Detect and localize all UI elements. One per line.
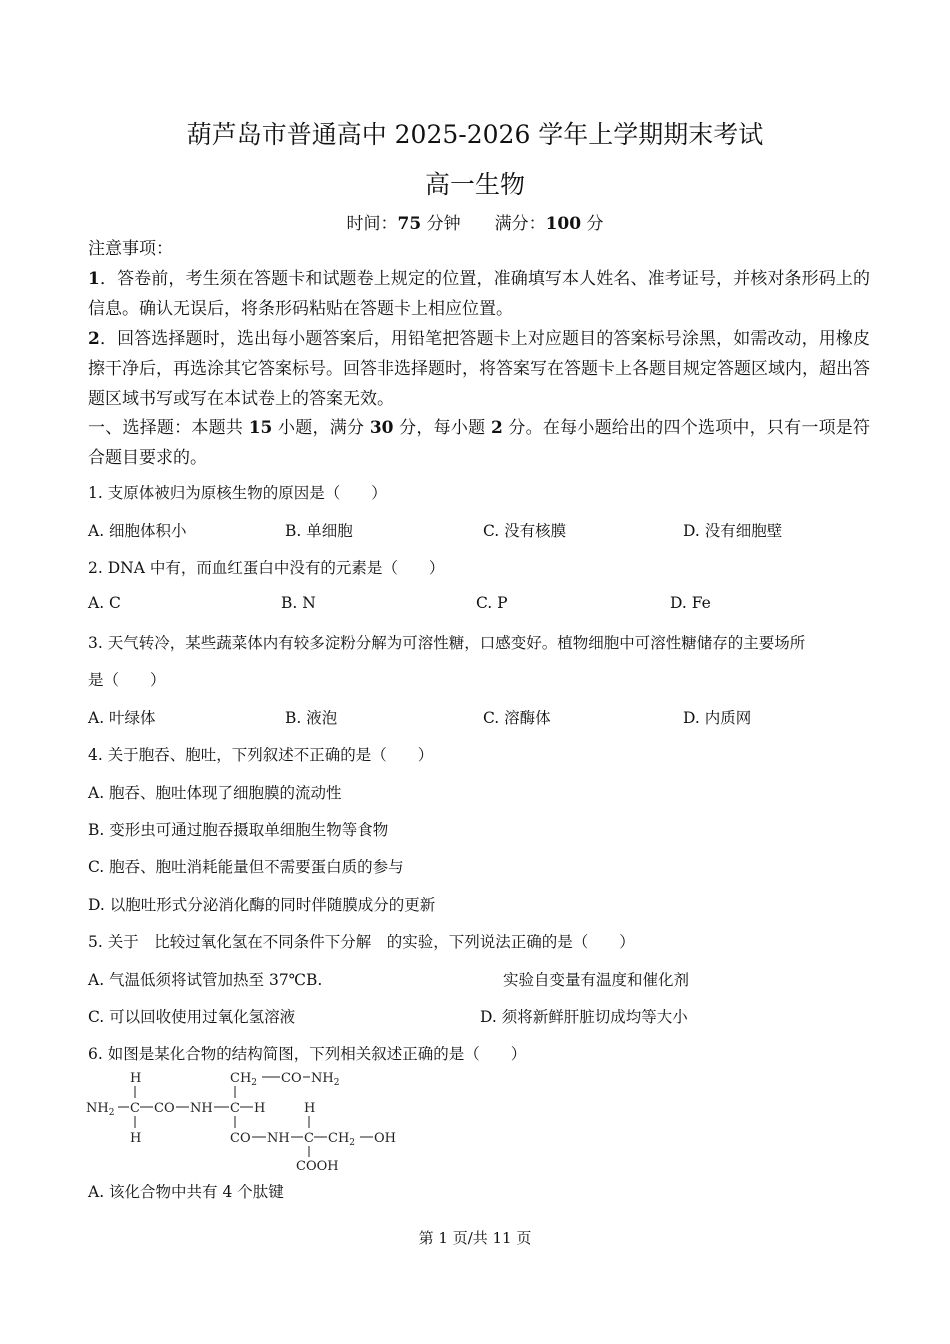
question-3-option-a: A. 叶绿体 (88, 709, 156, 727)
atom-h-c2: H (254, 1101, 266, 1116)
section-1-count: 15 (248, 418, 273, 438)
question-1-option-d: D. 没有细胞壁 (683, 522, 783, 540)
question-2-option-d: D. Fe (670, 594, 711, 612)
section-1-each: 2 (490, 418, 503, 438)
section-1-text-d: 分。在每小题给出的四个选项中，只有一项是符合题目要求的。 (88, 418, 871, 468)
section-1-intro (88, 413, 870, 473)
exam-meta (0, 209, 950, 234)
note-1-text: ．答卷前，考生须在答题卡和试题卷上规定的位置，准确填写本人姓名、准考证号，并核对条形码上的信息。确认无误后，将条形码粘贴在答题卡上相应位置。 (88, 269, 870, 319)
question-1-option-c: C. 没有核膜 (483, 522, 567, 540)
atom-c1: C (130, 1101, 140, 1116)
notes-heading: 注意事项： (88, 239, 173, 259)
question-5-stem: 5. 关于 比较过氧化氢在不同条件下分解 的实验，下列说法正确的是（ ） (88, 933, 635, 951)
section-1-text-b: 小题，满分 (278, 418, 365, 438)
question-1-option-a: A. 细胞体积小 (88, 522, 187, 540)
section-1-score: 30 (369, 418, 394, 438)
question-3-option-b: B. 液泡 (285, 709, 338, 727)
question-4-option-b: B. 变形虫可通过胞吞摄取单细胞生物等食物 (88, 821, 389, 839)
note-1 (88, 264, 870, 324)
question-4-option-c: C. 胞吞、胞吐消耗能量但不需要蛋白质的参与 (88, 858, 404, 876)
question-5-option-d: D. 须将新鲜肝脏切成均等大小 (480, 1008, 688, 1026)
atom-h-bottom: H (130, 1131, 142, 1146)
group-co-top: CO (281, 1071, 302, 1086)
group-co-1: CO (154, 1101, 175, 1116)
note-2 (88, 324, 870, 414)
section-1-text-a: 一、选择题：本题共 (88, 418, 244, 438)
score-unit: 分 (586, 214, 604, 234)
question-5-option-c: C. 可以回收使用过氧化氢溶液 (88, 1008, 296, 1026)
question-6-stem: 6. 如图是某化合物的结构简图，下列相关叙述正确的是（ ） (88, 1045, 527, 1063)
group-ch2-top: $CH_2$ (230, 1071, 258, 1088)
question-3-stem-line-2: 是（ ） (88, 671, 166, 689)
exam-subject: 高一生物 (424, 170, 525, 199)
score-value: 100 (545, 214, 582, 234)
group-nh-2: NH (267, 1131, 290, 1146)
question-3-option-d: D. 内质网 (683, 709, 752, 727)
question-4-option-a: A. 胞吞、胞吐体现了细胞膜的流动性 (88, 784, 342, 802)
section-1-text-c: 分，每小题 (399, 418, 486, 438)
question-1-option-b: B. 单细胞 (285, 522, 353, 540)
question-3-option-c: C. 溶酶体 (483, 709, 551, 727)
note-1-num: 1 (88, 269, 100, 289)
question-2-stem: 2. DNA 中有，而血红蛋白中没有的元素是（ ） (88, 559, 445, 577)
group-ch2-bottom: $CH_2$ (328, 1131, 356, 1148)
group-nh2-left: $NH_2$ (86, 1101, 115, 1118)
page-footer: 第 1 页/共 11 页 (418, 1229, 532, 1247)
time-label: 时间： (346, 214, 398, 234)
question-2-option-a: A. C (88, 594, 121, 612)
question-1-stem: 1. 支原体被归为原核生物的原因是（ ） (88, 484, 387, 502)
group-oh: OH (374, 1131, 396, 1146)
note-2-text: ．回答选择题时，选出每小题答案后，用铅笔把答题卡上对应题目的答案标号涂黑，如需改动，用橡皮擦干净后，再选涂其它答案标号。回答非选择题时，将答案写在答题卡上各题目规定答题区域内，超出答题区域书写或写在本试卷上的答案无效。 (88, 329, 870, 409)
group-cooh: COOH (296, 1159, 339, 1172)
question-4-option-d: D. 以胞吐形式分泌消化酶的同时伴随膜成分的更新 (88, 896, 436, 914)
group-nh-1: NH (190, 1101, 213, 1116)
time-value: 75 (397, 214, 422, 234)
question-5-option-b: 实验自变量有温度和催化剂 (503, 971, 690, 989)
atom-h-top: H (130, 1071, 142, 1086)
time-unit: 分钟 (426, 214, 461, 234)
score-label: 满分： (494, 214, 546, 234)
group-co-2: CO (230, 1131, 251, 1146)
note-2-num: 2 (88, 329, 100, 349)
question-4-stem: 4. 关于胞吞、胞吐，下列叙述不正确的是（ ） (88, 746, 434, 764)
group-nh2-top: $NH_2$ (311, 1071, 340, 1088)
compound-structure-diagram (84, 1066, 404, 1172)
question-3-stem-line-1: 3. 天气转冷，某些蔬菜体内有较多淀粉分解为可溶性糖，口感变好。植物细胞中可溶性糖储存的主要场所 (88, 634, 806, 652)
exam-title: 葫芦岛市普通高中 2025-2026 学年上学期期末考试 (186, 120, 764, 149)
atom-c2: C (230, 1101, 240, 1116)
question-5-option-a: A. 气温低须将试管加热至 37℃B. (88, 971, 323, 989)
atom-h-c3: H (304, 1101, 316, 1116)
question-2-option-c: C. P (476, 594, 508, 612)
question-6-option-a: A. 该化合物中共有 4 个肽键 (88, 1183, 284, 1201)
atom-c3: C (304, 1131, 314, 1146)
question-2-option-b: B. N (281, 594, 316, 612)
